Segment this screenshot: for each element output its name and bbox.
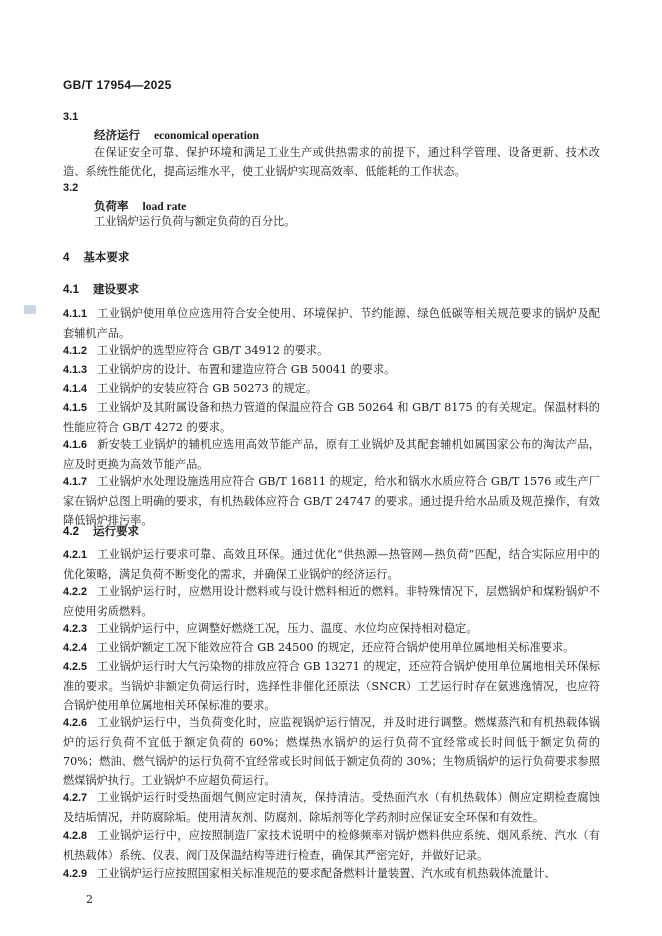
clause-text: 工业锅炉运行中，当负荷变化时，应监视锅炉运行情况，并及时进行调整。燃煤蒸汽和有机热载体锅炉的运行负荷不宜低于额定负荷的 60%；燃煤热水锅炉的运行负荷不宜经常或长时间低于额定负荷的 70%；燃油、燃气锅炉的运行负荷不宜经常或长时间低于额定负荷的 30%；生物质锅炉的运行负荷要求参照燃煤锅炉执行。工业锅炉不应超负荷运行。 (63, 716, 600, 787)
subsection-heading (63, 523, 139, 539)
clause (63, 398, 600, 437)
clause (63, 379, 600, 399)
clause (63, 582, 600, 621)
standard-header: GB/T 17954—2025 (63, 78, 172, 92)
clause (63, 304, 600, 343)
clause-text: 工业锅炉使用单位应选用符合安全使用、环境保护、节约能源、绿色低碳等相关规范要求的锅炉及配套辅机产品。 (63, 307, 600, 340)
clause-number: 4.1.1 (63, 308, 88, 320)
term-number: 3.1 (63, 111, 79, 123)
term-definition: 在保证安全可靠、保护环境和满足工业生产或供热需求的前提下，通过科学管理、设备更新、技术改造、系统性能优化，提高运维水平，使工业锅炉实现高效率、低能耗的工作状态。 (63, 146, 600, 178)
clause-text: 工业锅炉运行中，应调整好燃烧工况，压力、温度、水位均应保持相对稳定。 (97, 622, 478, 635)
subsection-number: 4.2 (63, 526, 79, 538)
clause (63, 638, 600, 658)
term-zh: 经济运行 (94, 128, 140, 142)
clause (63, 341, 600, 361)
section-title: 基本要求 (83, 250, 130, 264)
clause-text: 工业锅炉的安装应符合 GB 50273 的规定。 (97, 382, 318, 395)
section-number: 4 (63, 252, 70, 264)
clause-number: 4.2.5 (63, 661, 88, 673)
subsection-title: 建设要求 (93, 282, 139, 296)
clause-text: 工业锅炉房的设计、布置和建造应符合 GB 50041 的要求。 (97, 363, 396, 376)
clause (63, 360, 600, 380)
clause-text: 工业锅炉水处理设施选用应符合 GB/T 16811 的规定，给水和锅水水质应符合 GB/T 1576 或生产厂家在锅炉总图上明确的要求，有机热载体应符合 GB/T 24747 的要求。通过提升给水品质及规范操作，有效降低锅炉排污率。 (63, 475, 600, 527)
term-en: load rate (142, 201, 187, 213)
clause-number: 4.2.4 (63, 642, 88, 654)
clause-number: 4.1.3 (63, 364, 88, 376)
clause (63, 435, 600, 474)
clause-number: 4.1.2 (63, 345, 88, 357)
clause-number: 4.2.8 (63, 830, 88, 842)
clause-number: 4.2.1 (63, 549, 88, 561)
clause-number: 4.1.5 (63, 402, 88, 414)
clause (63, 864, 600, 884)
clause-text: 工业锅炉运行应按照国家相关标准规范的要求配备燃料计量装置、汽水或有机热载体流量计、 (97, 867, 556, 880)
clause-text: 工业锅炉运行时，应燃用设计燃料或与设计燃料相近的燃料。非特殊情况下，层燃锅炉和煤粉锅炉不应使用劣质燃料。 (63, 585, 600, 618)
subsection-heading (63, 281, 139, 297)
clause-number: 4.1.7 (63, 476, 88, 488)
subsection-number: 4.1 (63, 284, 79, 296)
clause-text: 工业锅炉及其附属设备和热力管道的保温应符合 GB 50264 和 GB/T 8175 的有关规定。保温材料的性能应符合 GB/T 4272 的要求。 (63, 401, 600, 434)
clause-number: 4.2.9 (63, 868, 88, 880)
subsection-title: 运行要求 (93, 524, 139, 538)
clause-text: 工业锅炉运行要求可靠、高效且环保。通过优化“供热源—热管网—热负荷”匹配，结合实际应用中的优化策略，满足负荷不断变化的需求，并确保工业锅炉的经济运行。 (63, 548, 600, 581)
term-zh: 负荷率 (94, 199, 129, 213)
clause-text: 工业锅炉额定工况下能效应符合 GB 24500 的规定，还应符合锅炉使用单位属地相关标准要求。 (97, 641, 575, 654)
clause-text: 工业锅炉运行时大气污染物的排放应符合 GB 13271 的规定，还应符合锅炉使用单位属地相关环保标准的要求。当锅炉非额定负荷运行时，选择性非催化还原法（SNCR）工艺运行时存在氨逃逸情况，也应符合锅炉使用单位属地相关环保标准的要求。 (63, 660, 600, 712)
term-number: 3.2 (63, 182, 79, 194)
clause-text: 工业锅炉运行时受热面烟气侧应定时清灰，保持清洁。受热面汽水（有机热载体）侧应定期检查腐蚀及结垢情况，并防腐除垢。使用清灰剂、防腐剂、除垢剂等化学药剂时应保证安全环保和有效性。 (63, 791, 600, 824)
clause-number: 4.1.6 (63, 439, 88, 451)
clause-number: 4.2.3 (63, 623, 88, 635)
term-definition: 工业锅炉运行负荷与额定负荷的百分比。 (94, 215, 296, 228)
term-title (94, 127, 259, 143)
clause (63, 826, 600, 865)
clause-number: 4.2.2 (63, 586, 88, 598)
page-number: 2 (86, 893, 93, 906)
clause-number: 4.1.4 (63, 383, 88, 395)
clause (63, 713, 600, 790)
clause-number: 4.2.7 (63, 792, 88, 804)
clause (63, 657, 600, 715)
clause (63, 788, 600, 827)
clause-number: 4.2.6 (63, 717, 88, 729)
section-heading (63, 249, 129, 265)
margin-logo-icon (24, 305, 36, 314)
clause (63, 545, 600, 584)
clause-text: 工业锅炉运行中，应按照制造厂家技术说明中的检修频率对锅炉燃料供应系统、烟风系统、汽水（有机热载体）系统、仪表、阀门及保温结构等进行检查，确保其严密完好，并做好记录。 (63, 829, 600, 862)
clause (63, 472, 600, 530)
clause-text: 新安装工业锅炉的辅机应选用高效节能产品，原有工业锅炉及其配套辅机如属国家公布的淘汰产品，应及时更换为高效节能产品。 (63, 438, 600, 471)
term-en: economical operation (154, 130, 260, 142)
clause (63, 619, 600, 639)
clause-text: 工业锅炉的选型应符合 GB/T 34912 的要求。 (97, 344, 329, 357)
